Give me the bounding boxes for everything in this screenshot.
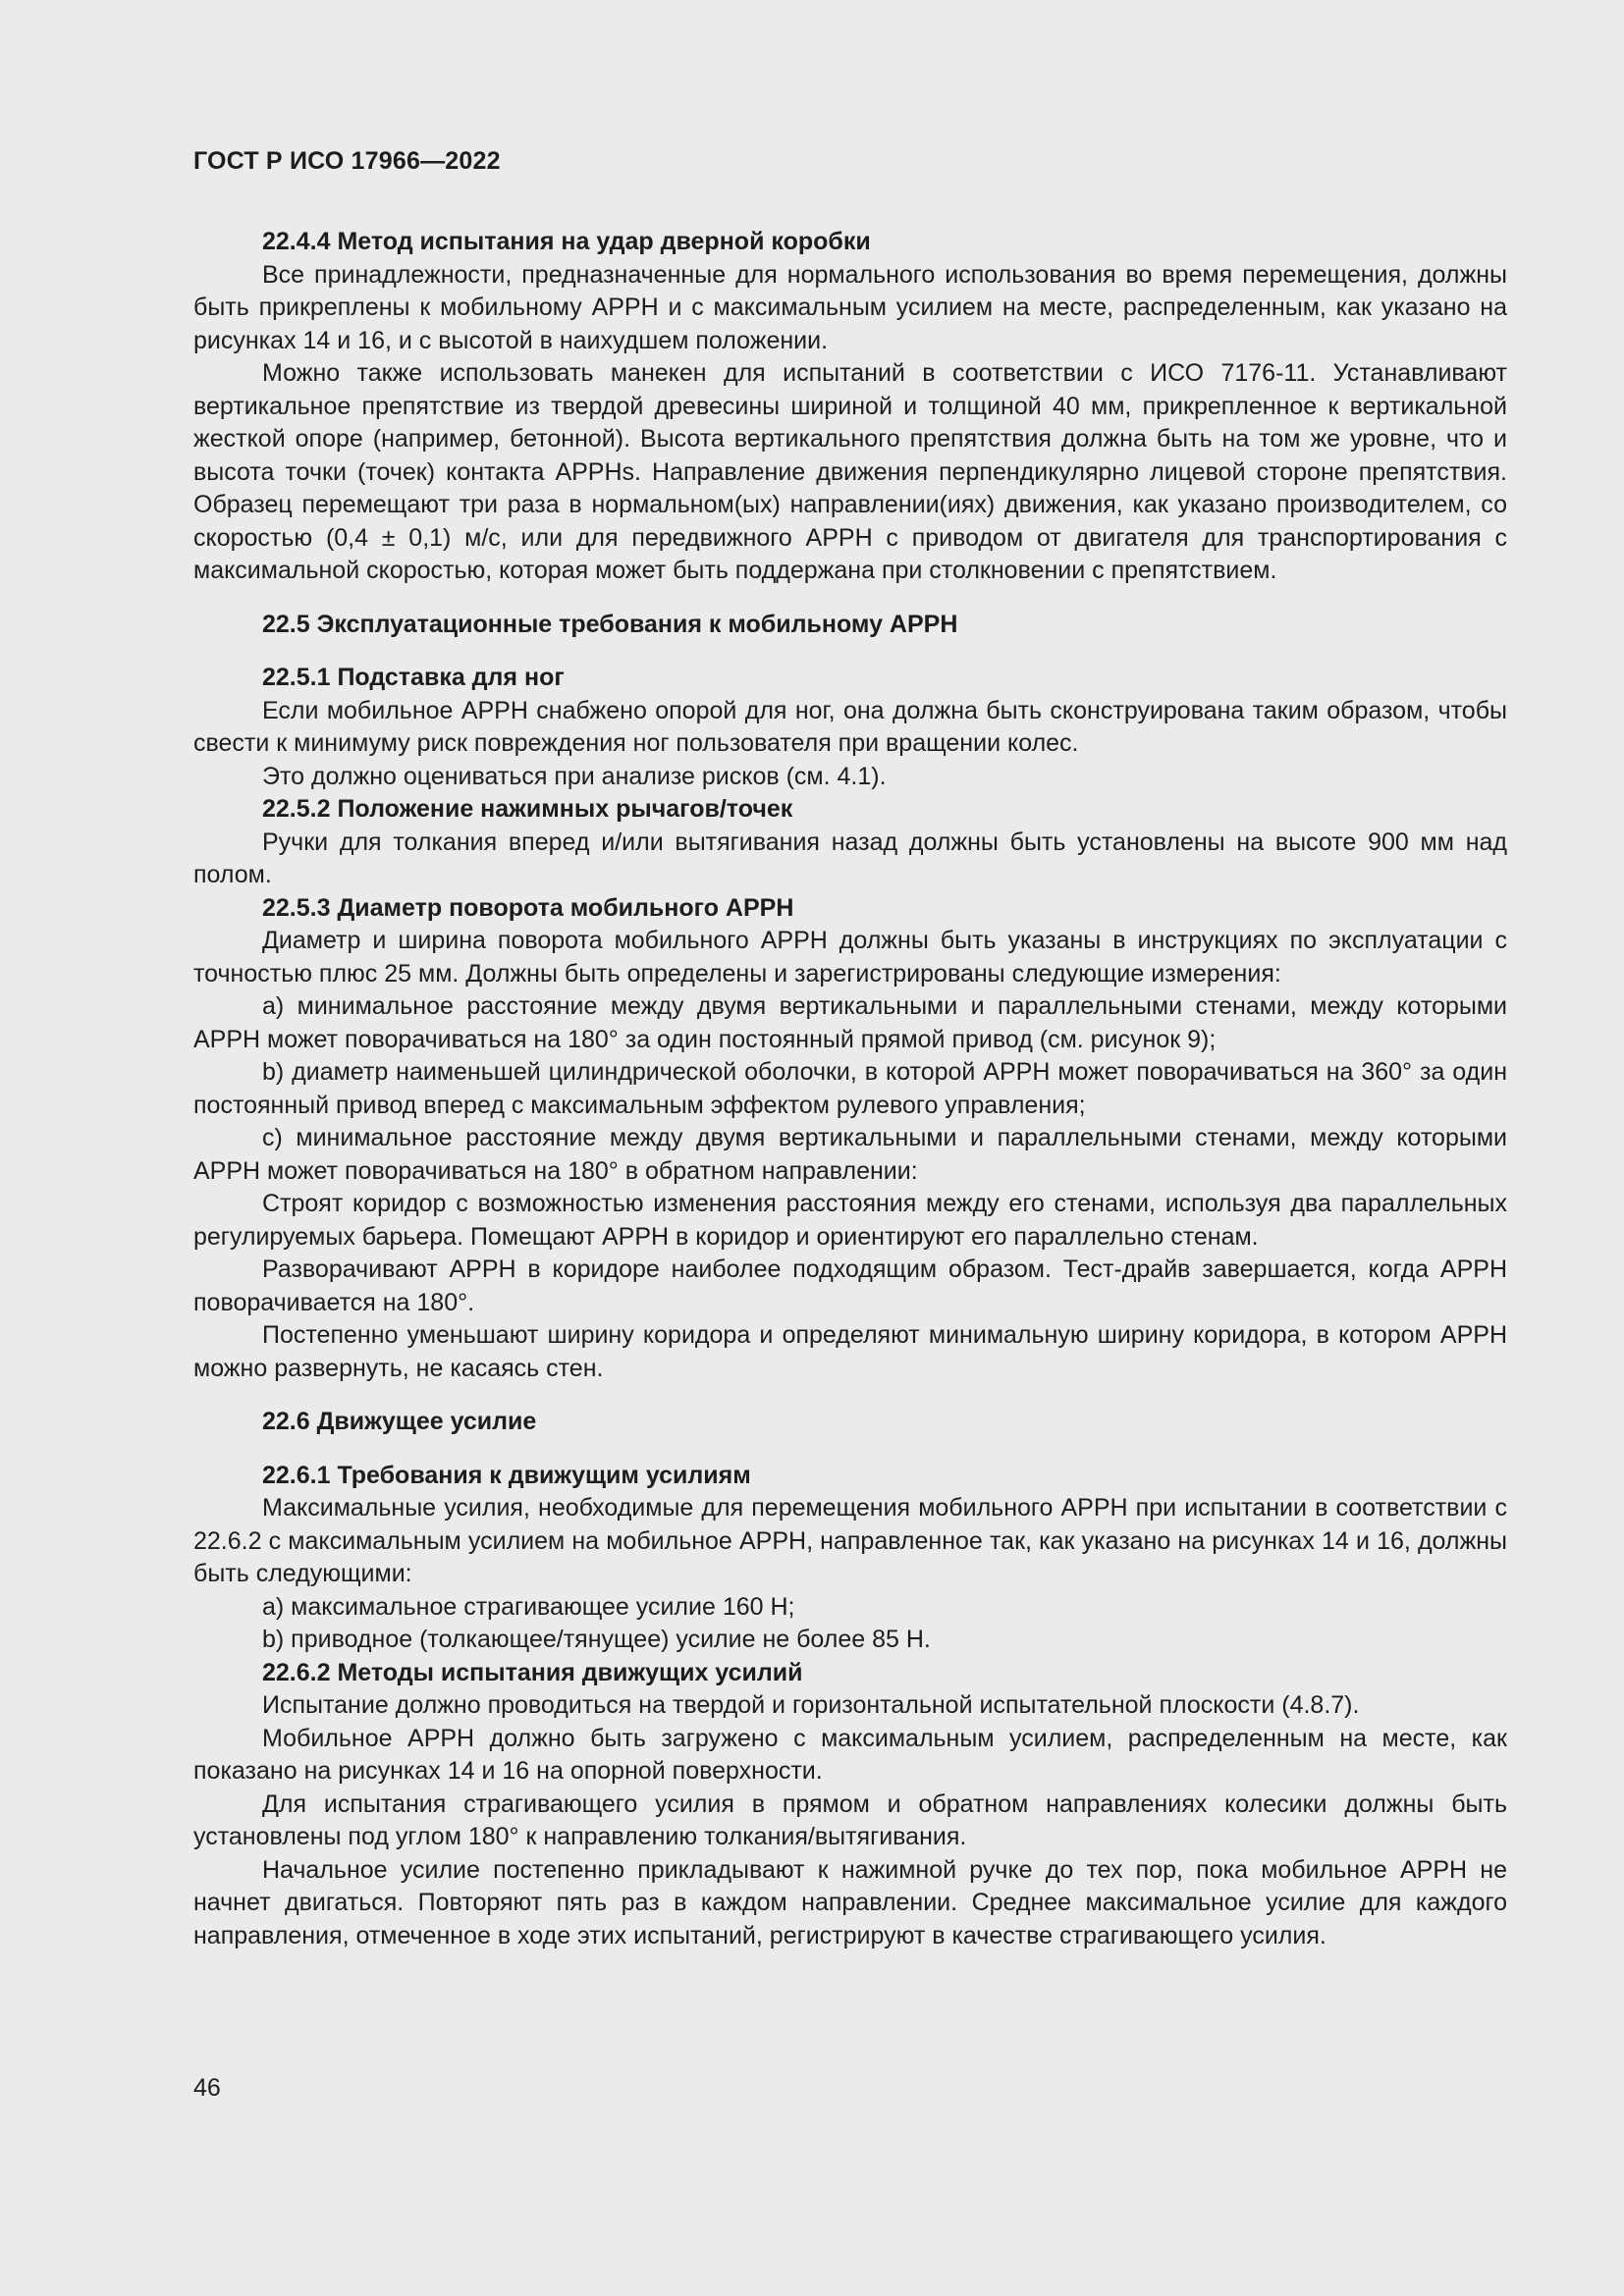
subsection-heading: 22.5.3 Диаметр поворота мобильного АРРН	[262, 893, 794, 922]
paragraph: Испытание должно проводиться на твердой и горизонтальной испытательной плоскости (4.8.7).	[262, 1691, 1360, 1719]
paragraph: Для испытания страгивающего усилия в прямом и обратном направлениях колесики должны быть установлены под углом 180° к направлению толкания/вытягивания.	[193, 1789, 1507, 1850]
subsection-heading: 22.5.2 Положение нажимных рычагов/точек	[262, 795, 793, 823]
document-body	[193, 226, 1507, 1952]
document-header: ГОСТ Р ИСО 17966—2022	[193, 147, 501, 175]
paragraph: Ручки для толкания вперед и/или вытягивания назад должны быть установлены на высоте 900 мм над полом.	[193, 828, 1507, 888]
subsection-heading: 22.6.2 Методы испытания движущих усилий	[262, 1658, 803, 1686]
paragraph: Диаметр и ширина поворота мобильного АРРН должны быть указаны в инструкциях по эксплуатации с точностью плюс 25 мм. Должны быть определены и зарегистрированы следующие измерения:	[193, 927, 1507, 988]
paragraph: Мобильное АРРН должно быть загружено с максимальным усилием, распределенным на месте, как показано на рисунках 14 и 16 на опорной поверхности.	[193, 1724, 1507, 1785]
paragraph: Максимальные усилия, необходимые для перемещения мобильного АРРН при испытании в соответствии с 22.6.2 с максимальным усилием на мобильное АРРН, направленное так, как указано на рисунках 14 и 16, должны быть следующими:	[193, 1494, 1507, 1587]
paragraph: Строят коридор с возможностью изменения расстояния между его стенами, используя два параллельных регулируемых барьера. Помещают АРРН в коридор и ориентируют его параллельно стенам.	[193, 1190, 1507, 1251]
list-item: b) диаметр наименьшей цилиндрической оболочки, в которой АРРН может поворачиваться на 360° за один постоянный привод вперед с максимальным эффектом рулевого управления;	[193, 1058, 1507, 1119]
list-item: a) минимальное расстояние между двумя вертикальными и параллельными стенами, между которыми АРРН может поворачиваться на 180° за один постоянный прямой привод (см. рисунок 9);	[193, 992, 1507, 1053]
paragraph: Если мобильное АРРН снабжено опорой для ног, она должна быть сконструирована таким образом, чтобы свести к минимуму риск повреждения ног пользователя при вращении колес.	[193, 696, 1507, 757]
subsection-heading: 22.4.4 Метод испытания на удар дверной коробки	[262, 228, 871, 255]
list-item: b) приводное (толкающее/тянущее) усилие не более 85 Н.	[262, 1626, 931, 1653]
paragraph: Начальное усилие постепенно прикладывают к нажимной ручке до тех пор, пока мобильное АРРН не начнет двигаться. Повторяют пять раз в каждом направлении. Среднее максимальное усилие для каждого направления, отмеченное в ходе этих испытаний, регистрируют в качестве страгивающего усилия.	[193, 1855, 1507, 1949]
section-heading: 22.6 Движущее усилие	[262, 1408, 537, 1435]
subsection-heading: 22.5.1 Подставка для ног	[262, 664, 565, 691]
paragraph: Можно также использовать манекен для испытаний в соответствии с ИСО 7176-11. Устанавливают вертикальное препятствие из твердой древесины шириной и толщиной 40 мм, прикрепленное к вертикальной жесткой опоре (например, бетонной). Высота вертикального препятствия должна быть на том же уровне, что и высота точки (точек) контакта АРРНs. Направление движения перпендикулярно лицевой стороне препятствия. Образец перемещают три раза в нормальном(ых) направлении(иях) движения, как указано производителем, со скоростью (0,4 ± 0,1) м/с, или для передвижного АРРН с приводом от двигателя для транспортирования с максимальной скоростью, которая может быть поддержана при столкновении с препятствием.	[193, 359, 1507, 584]
paragraph: Постепенно уменьшают ширину коридора и определяют минимальную ширину коридора, в котором АРРН можно развернуть, не касаясь стен.	[193, 1321, 1507, 1382]
paragraph: Это должно оцениваться при анализе рисков (см. 4.1).	[262, 762, 887, 790]
subsection-heading: 22.6.1 Требования к движущим усилиям	[262, 1461, 751, 1489]
list-item: c) минимальное расстояние между двумя вертикальными и параллельными стенами, между которыми АРРН может поворачиваться на 180° в обратном направлении:	[193, 1124, 1507, 1185]
list-item: a) максимальное страгивающее усилие 160 Н;	[262, 1592, 795, 1621]
paragraph: Все принадлежности, предназначенные для нормального использования во время перемещения, должны быть прикреплены к мобильному АРРН и с максимальным усилием на месте, распределенным, как указано на рисунках 14 и 16, и с высотой в наихудшем положении.	[193, 260, 1507, 354]
page-number: 46	[193, 2074, 221, 2102]
section-heading: 22.5 Эксплуатационные требования к мобильному АРРН	[262, 610, 958, 638]
paragraph: Разворачивают АРРН в коридоре наиболее подходящим образом. Тест-драйв завершается, когда АРРН поворачивается на 180°.	[193, 1255, 1507, 1316]
